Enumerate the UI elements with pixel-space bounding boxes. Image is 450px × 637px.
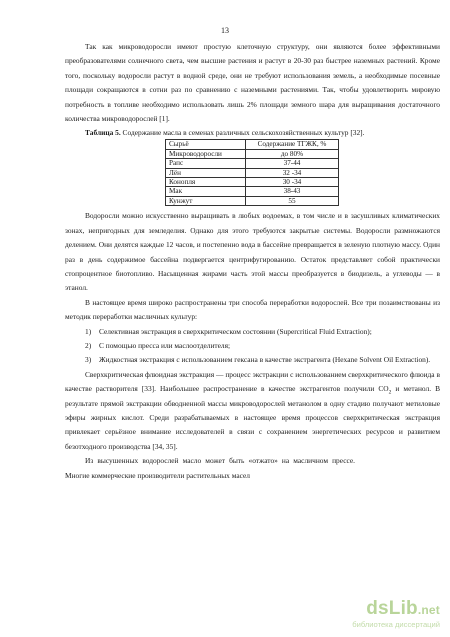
list-item (65, 339, 440, 353)
table-row (166, 159, 339, 168)
list-item-number: 2) (85, 340, 92, 350)
list-item-text: Селективная экстракция в сверхкритическом состоянии (Supercritical Fluid Extraction); (99, 326, 372, 336)
paragraph-pressing: Из высушенных водорослей масло может быть «отжато» на масличном прессе. Многие коммерческие производители растительных масел (65, 456, 355, 480)
list-item-number: 3) (85, 355, 92, 365)
sfe-text-part2: и метанол. В результате прямой экстракции обводненной массы микроводорослей метанолом в одну стадию получают метиловые эфиры жирных кислот. Среди разрабатываемых в настоящее время процессов сверхкритическая экстракция привлекает серьёзное внимание исследователей в связи с сохранением энергетических ресурсов и развитием безотходного производства [34, 35]. (65, 384, 440, 451)
co2-subscript: 2 (388, 389, 392, 396)
list-item-text: С помощью пресса или маслоотделителя; (99, 340, 231, 350)
table-cell-crop: Рапс (166, 159, 246, 168)
table-cell-value: 32 -34 (246, 168, 339, 177)
table-row (166, 149, 339, 158)
table-header-row (166, 140, 339, 149)
table-header-raw-material: Сырьё (166, 140, 246, 149)
page-content (65, 40, 440, 483)
table-row (166, 168, 339, 177)
table-cell-crop: Конопля (166, 178, 246, 187)
table-cell-crop: Микроводоросли (166, 149, 246, 158)
table-row (166, 178, 339, 187)
table-cell-value: 38-43 (246, 187, 339, 196)
watermark-logo-tld: .net (417, 603, 440, 617)
table-caption (65, 128, 440, 138)
list-item (65, 325, 440, 339)
list-item (65, 353, 440, 367)
list-item-text: Жидкостная экстракция с использованием гексана в качестве экстрагента (Hexane Solvent Oil Extraction). (99, 355, 431, 365)
table-cell-value: до 80% (246, 149, 339, 158)
table-cell-value: 30 -34 (246, 178, 339, 187)
list-item-number: 1) (85, 326, 92, 336)
table-cell-crop: Лён (166, 168, 246, 177)
watermark-logo-main: dsLib (366, 598, 418, 619)
paragraph-cultivation: Водоросли можно искусственно выращивать в любых водоемах, в том числе и в засушливых климатических зонах, непригодных для земледелия. Однако для этого требуются закрытые системы. Водоросли размножаются делением. Они делятся каждые 12 часов, и постепенно вода в бассейне превращается в зеленую плотную массу. Один раз в день содержимое бассейна подвергается центрифугированию. Остаток представляет собой практически стопроцентное биотопливо. Насыщенная жирами часть этой массы преобразуется в биодизель, а углеводы — в этанол. (65, 211, 440, 293)
table-caption-text: Содержание масла в семенах различных сельскохозяйственных культур [32]. (120, 128, 365, 138)
sfe-text-part1: Сверхкритическая флюидная экстракция — процесс экстракции с использованием сверхкритического флюида в качестве растворителя [33]. Наибольшее распространение в качестве экстрагентов получили CO (65, 369, 440, 394)
oil-content-table (165, 139, 339, 206)
table-caption-label: Таблица 5. (85, 128, 121, 138)
paragraph-supercritical-extraction (65, 368, 440, 454)
table-cell-value: 37-44 (246, 159, 339, 168)
table-row (166, 187, 339, 196)
watermark-subtitle: библиотека диссертаций (352, 620, 440, 629)
paragraph-microalgae-efficiency: Так как микроводоросли имеют простую клеточную структуру, они являются более эффективными преобразователями солнечного света, чем высшие растения и растут в 20-30 раз быстрее наземных растений. Кроме того, поскольку водоросли растут в водной среде, они не требуют использования земель, а необходимые посевные площади сокращаются в сотни раз по сравнению с наземными растениями. Так, чтобы удовлетворить мировую потребность в топливе необходимо использовать лишь 2% площади земного шара для выращивания достаточного количества микроводорослей [1]. (65, 42, 440, 124)
page-number: 13 (221, 26, 229, 35)
table-cell-value: 55 (246, 196, 339, 205)
dslib-watermark (330, 599, 440, 631)
watermark-logo (330, 599, 440, 620)
paragraph-processing-methods: В настоящее время широко распространены три способа переработки водорослей. Все три позаимствованы из методик переработки масличных культур: (65, 297, 440, 322)
table-row (166, 196, 339, 205)
table-cell-crop: Мак (166, 187, 246, 196)
table-cell-crop: Кунжут (166, 196, 246, 205)
table-header-oil-content: Содержание ТГЖК, % (246, 140, 339, 149)
